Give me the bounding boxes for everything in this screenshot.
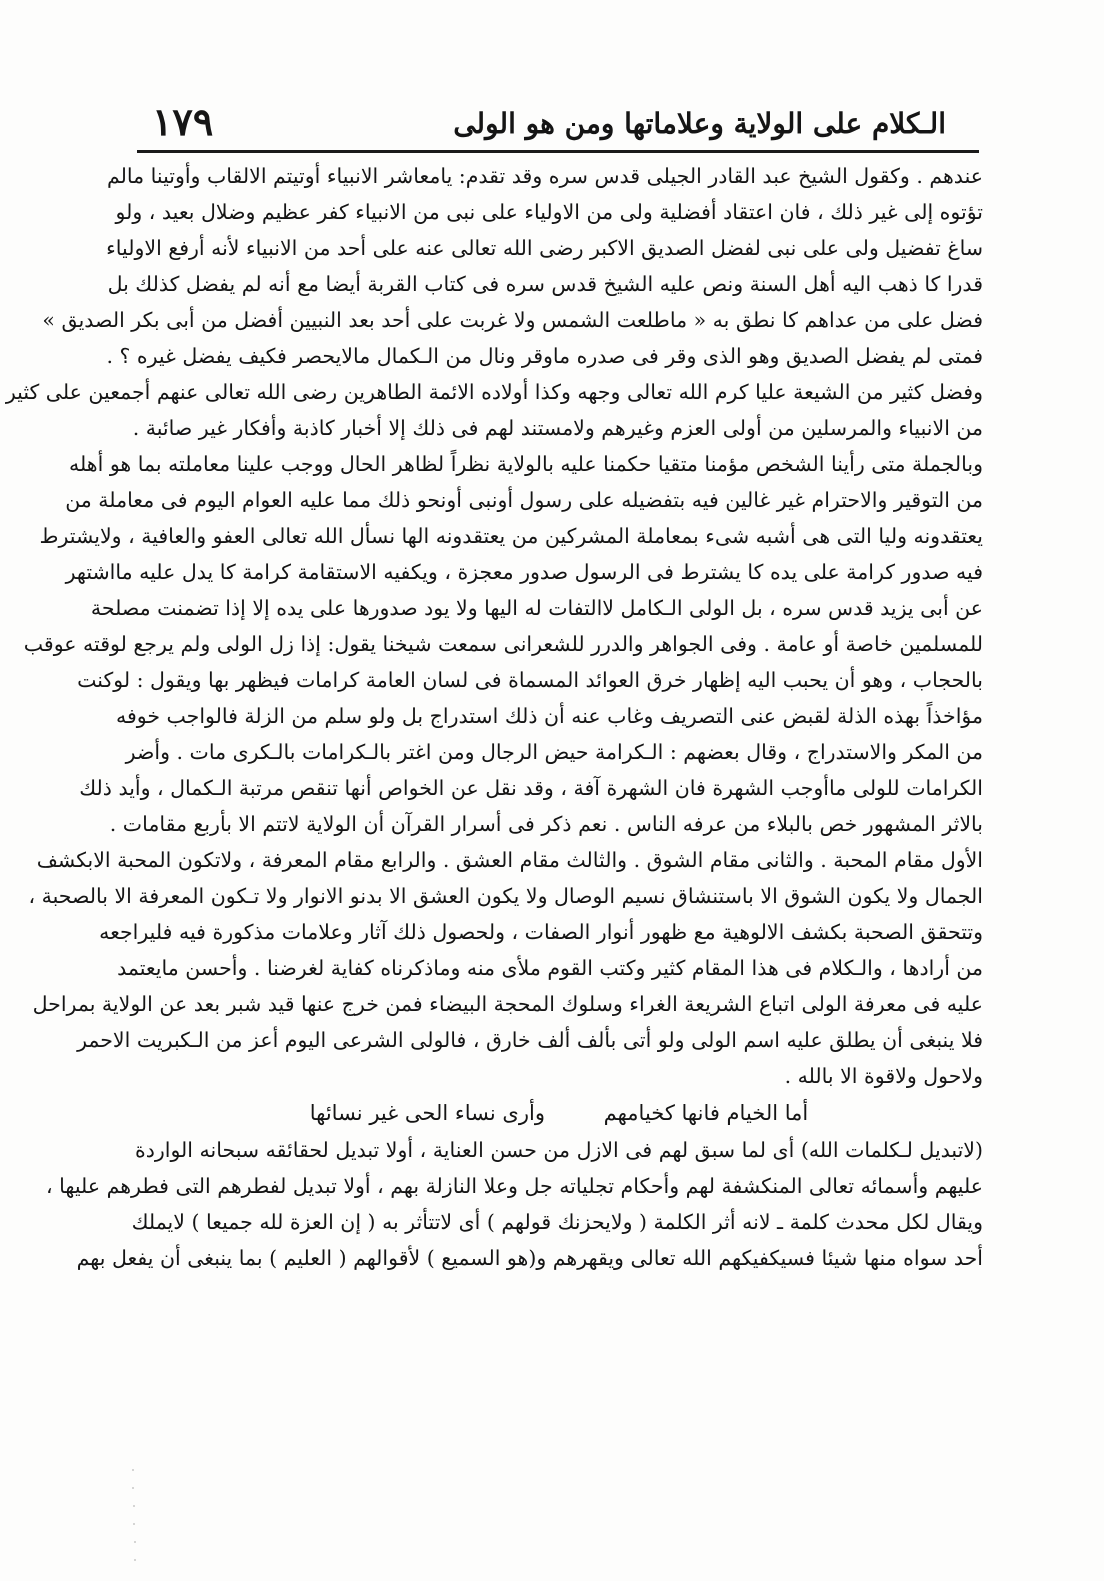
text-line: من الانبياء والمرسلين من أولى العزم وغيرهم ولامستند لهم فى ذلك إلا أخبار كاذبة وأفكار غير صائبة . [132,416,983,440]
text-line: من التوقير والاحترام غير غالين فيه بتفضيله على رسول أونبى أونحو ذلك مما عليه العوام اليوم فى معاملة من [65,488,983,512]
text-line: فمتى لم يفضل الصديق وهو الذى وقر فى صدره ماوقر ونال من الـكمال مالايحصر فكيف يفضل غيره ؟ . [106,344,983,368]
text-line: ساغ تفضيل ولى على نبى لفضل الصديق الاكبر رضى الله تعالى عنه على أحد من الانبياء لأنه أرفع الاولياء [106,236,983,260]
text-line: الكرامات للولى ماأوجب الشهرة فان الشهرة آفة ، وقد نقل عن الخواص أنها تنقص مرتبة الـكمال ، وأيد ذلك [79,776,983,800]
text-line: أحد سواه منها شيئا فسيكفيكهم الله تعالى ويقهرهم و(هو السميع ) لأقوالهم ( العليم ) بما ينبغى أن يفعل بهم [76,1246,983,1270]
text-line: الجمال ولا يكون الشوق الا باستنشاق نسيم الوصال ولا يكون العشق الا بدنو الانوار ولا تـكون المعرفة الا بالصحبة ، [28,884,983,908]
text-line: من أرادها ، والـكلام فى هذا المقام كثير وكتب القوم ملأى منه وماذكرناه كفاية لغرضنا . وأحسن مايعتمد [117,956,983,980]
text-line: عن أبى يزيد قدس سره ، بل الولى الـكامل لاالتفات له اليها ولا يود صدورها على يده إلا إذا تضمنت مصلحة [90,596,983,620]
text-line: قدرا كا ذهب اليه أهل السنة ونص عليه الشيخ قدس سره فى كتاب القربة أيضا مع أنه لم يفضل كذلك بل [107,272,983,296]
text-line: تؤتوه إلى غير ذلك ، فان اعتقاد أفضلية ولى من الاولياء على نبى من الانبياء كفر عظيم وضلال بعيد ، ولو [115,200,983,224]
text-line: وفضل كثير من الشيعة عليا كرم الله تعالى وجهه وكذا أولاده الائمة الطاهرين رضى الله تعالى عنهم أجمعين على كثير [5,380,983,404]
text-line: فضل على من عداهم كا نطق به « ماطلعت الشمس ولا غربت على أحد بعد النبيين أفضل من أبى بكر الصديق » [42,308,983,332]
text-line: وبالجملة متى رأينا الشخص مؤمنا متقيا حكمنا عليه بالولاية نظراً لظاهر الحال ووجب علينا معاملته بما هو أهله [69,452,983,476]
verse-hemistich-second: وأرى نساء الحى غير نسائها [309,1101,545,1125]
text-line: عليهم وأسمائه تعالى المنكشفة لهم وأحكام تجلياته جل وعلا النازلة بهم ، أولا تبديل لفطرهم التى فطرهم عليها ، [46,1174,983,1198]
text-line: عليه فى معرفة الولى اتباع الشريعة الغراء وسلوك المحجة البيضاء فمن خرج عنها قيد شبر بعد عن الولاية بمراحل [32,992,983,1016]
paragraph [42,158,983,374]
text-line: وتتحقق الصحبة بكشف الالوهية مع ظهور أنوار الصفات ، ولحصول ذلك آثار وعلامات مذكورة فيه فليراجعه [99,920,983,944]
text-line: فلا ينبغى أن يطلق عليه اسم الولى ولو أتى بألف ألف خارق ، فالولى الشرعى اليوم أعز من الـكبريت الاحمر [77,1028,983,1052]
text-line: (لاتبديل لـكلمات الله) أى لما سبق لهم فى الازل من حسن العناية ، أولا تبديل لحقائقه سبحانه الواردة [135,1138,983,1162]
running-title: الـكلام على الولاية وعلاماتها ومن هو الولى [453,107,946,140]
page-number: ١٧٩ [152,99,214,144]
verse-hemistich-first: أما الخيام فانها كخيامهم [603,1101,809,1125]
text-line: بالاثر المشهور خص بالبلاء من عرفه الناس . نعم ذكر فى أسرار القرآن أن الولاية لاتتم الا بأربع مقامات . [109,812,983,836]
scan-speckles [118,1465,178,1565]
text-line: مؤاخذاً بهذه الذلة لقبض عنى التصريف وغاب عنه أن ذلك استدراج بل ولو سلم من الزلة فالواجب خوفه [115,704,983,728]
paragraph [23,446,983,1094]
paragraph [5,374,983,446]
page-header [140,98,980,148]
text-line: فيه صدور كرامة على يده كا يشترط فى الرسول صدور معجزة ، ويكفيه الاستقامة كرامة كا يدل عليه مااشتهر [65,560,983,584]
text-line: للمسلمين خاصة أو عامة . وفى الجواهر والدرر للشعرانى سمعت شيخنا يقول: إذا زل الولى ولم يرجع لوقته عوقب [23,632,983,656]
header-rule [137,150,979,153]
text-line: يعتقدونه وليا التى هى أشبه شىء بمعاملة المشركين من يعتقدونه الها نسأل الله تعالى العفو والعافية ، ولايشترط [39,524,983,548]
text-line: ولاحول ولاقوة الا بالله . [784,1064,983,1088]
text-line: بالحجاب ، وهو أن يحبب اليه إظهار خرق العوائد المسماة فى لسان العامة كرامات فيظهر بها ويقول : لوكنت [77,668,983,692]
text-line: من المكر والاستدراج ، وقال بعضهم : الـكرامة حيض الرجال ومن اغتر بالـكرامات بالـكرى مات . وأضر [125,740,983,764]
text-line: الأول مقام المحبة . والثانى مقام الشوق . والثالث مقام العشق . والرابع مقام المعرفة ، ولاتكون المحبة الابكشف [36,848,983,872]
text-line: ويقال لكل محدث كلمة ـ لانه أثر الكلمة ( ولايحزنك قولهم ) أى لاتتأثر به ( إن العزة لله جميعا ) لايملك [131,1210,983,1234]
paragraph [46,1132,983,1276]
text-line: عندهم . وكقول الشيخ عبد القادر الجيلى قدس سره وقد تقدم: يامعاشر الانبياء أوتيتم الالقاب وأوتينا مالم [107,164,983,188]
body-text [5,158,983,1276]
poetry-verse [135,1094,983,1132]
